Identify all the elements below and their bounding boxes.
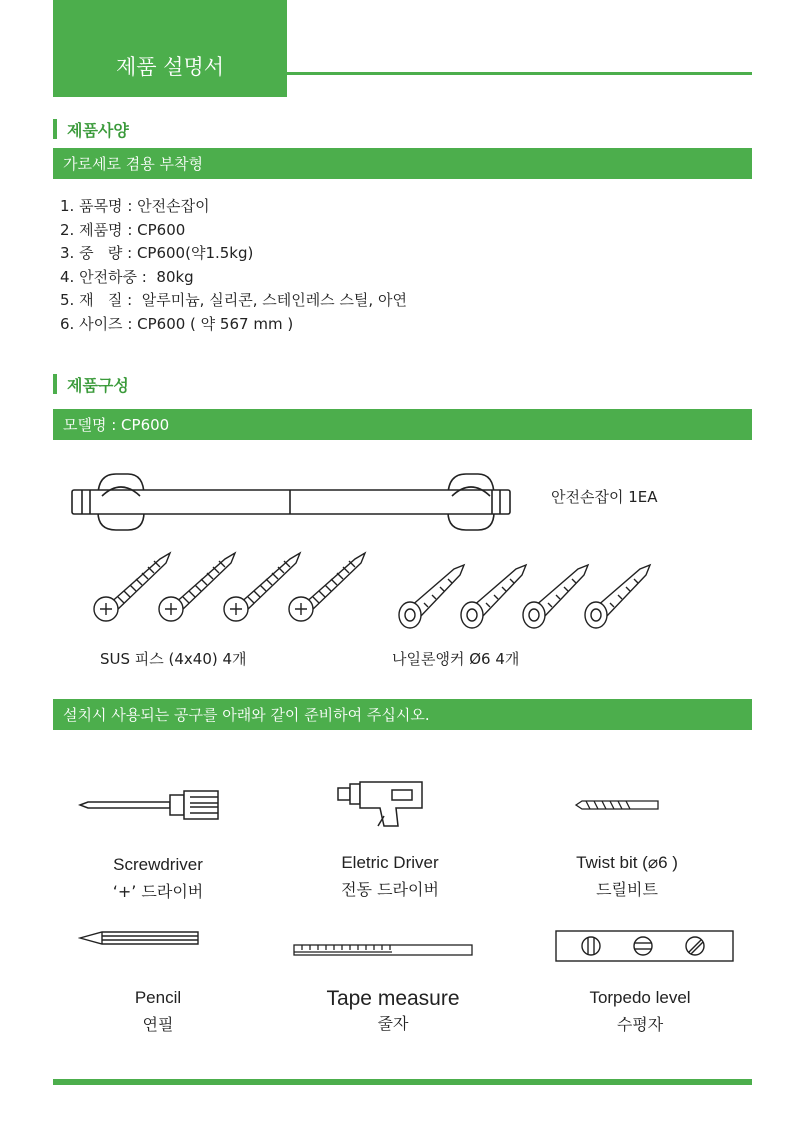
- spec-item: 2. 제품명 : CP600: [60, 220, 186, 239]
- composition-heading-text: 제품구성: [67, 375, 129, 395]
- spec-heading-text: 제품사양: [67, 120, 129, 140]
- spec-bar: 가로세로 겸용 부착형: [53, 148, 752, 179]
- tool-en-name: Twist bit (⌀6 ): [576, 853, 678, 872]
- pencil-icon: [78, 928, 203, 948]
- bottom-rule: [53, 1079, 752, 1085]
- tool-en-name: Pencil: [134, 988, 182, 1007]
- spec-heading: [53, 119, 129, 139]
- tool-twist-bit-label: [537, 853, 717, 900]
- spec-item: 5. 재 질 : 알루미늄, 실리콘, 스테인레스 스틸, 아연: [60, 291, 407, 309]
- tool-pencil-label: [68, 988, 248, 1035]
- tool-en-name: Eletric Driver: [341, 853, 439, 872]
- tool-en-name: Tape measure: [326, 987, 460, 1010]
- anchors-illustration: [392, 555, 667, 635]
- tools-bar: 설치시 사용되는 공구를 아래와 같이 준비하여 주십시오.: [53, 699, 752, 730]
- tool-ko-name: 줄자: [377, 1014, 409, 1033]
- tool-ko-name: ‘+’ 드라이버: [112, 882, 204, 901]
- screwdriver-icon: [78, 787, 223, 823]
- handle-illustration: [68, 468, 518, 538]
- tool-ko-name: 수평자: [616, 1015, 664, 1034]
- screws-illustration: [90, 545, 380, 640]
- tool-en-name: Torpedo level: [589, 988, 691, 1007]
- anchors-caption: 나일론앵커 Ø6 4개: [392, 650, 520, 668]
- twist-bit-icon: [574, 798, 664, 812]
- tool-ko-name: 전동 드라이버: [341, 880, 439, 899]
- tool-tape-measure-label: [293, 987, 493, 1034]
- spec-item: 1. 품목명 : 안전손잡이: [60, 197, 210, 215]
- spec-item: 4. 안전하중 : 80kg: [60, 267, 194, 286]
- spec-list: [60, 195, 407, 336]
- spec-item: 3. 중 량 : CP600(약1.5kg): [60, 244, 254, 262]
- heading-marker: [53, 119, 57, 139]
- title-rule: [287, 72, 752, 75]
- document-title: 제품 설명서: [53, 0, 287, 97]
- electric-driver-icon: [336, 778, 431, 830]
- model-bar: 모델명 : CP600: [53, 409, 752, 440]
- tool-electric-driver-label: [300, 853, 480, 900]
- torpedo-level-icon: [555, 930, 735, 962]
- tool-ko-name: 드릴비트: [596, 880, 658, 899]
- spec-item: 6. 사이즈 : CP600 ( 약 567 mm ): [60, 314, 294, 333]
- screws-caption: SUS 피스 (4x40) 4개: [100, 650, 247, 668]
- handle-caption: 안전손잡이 1EA: [551, 488, 658, 506]
- heading-marker: [53, 374, 57, 394]
- tape-measure-icon: [292, 943, 474, 957]
- composition-heading: [53, 374, 129, 394]
- tool-ko-name: 연필: [142, 1015, 174, 1034]
- tool-torpedo-level-label: [550, 988, 730, 1035]
- tool-en-name: Screwdriver: [113, 855, 203, 874]
- tool-screwdriver-label: [68, 855, 248, 902]
